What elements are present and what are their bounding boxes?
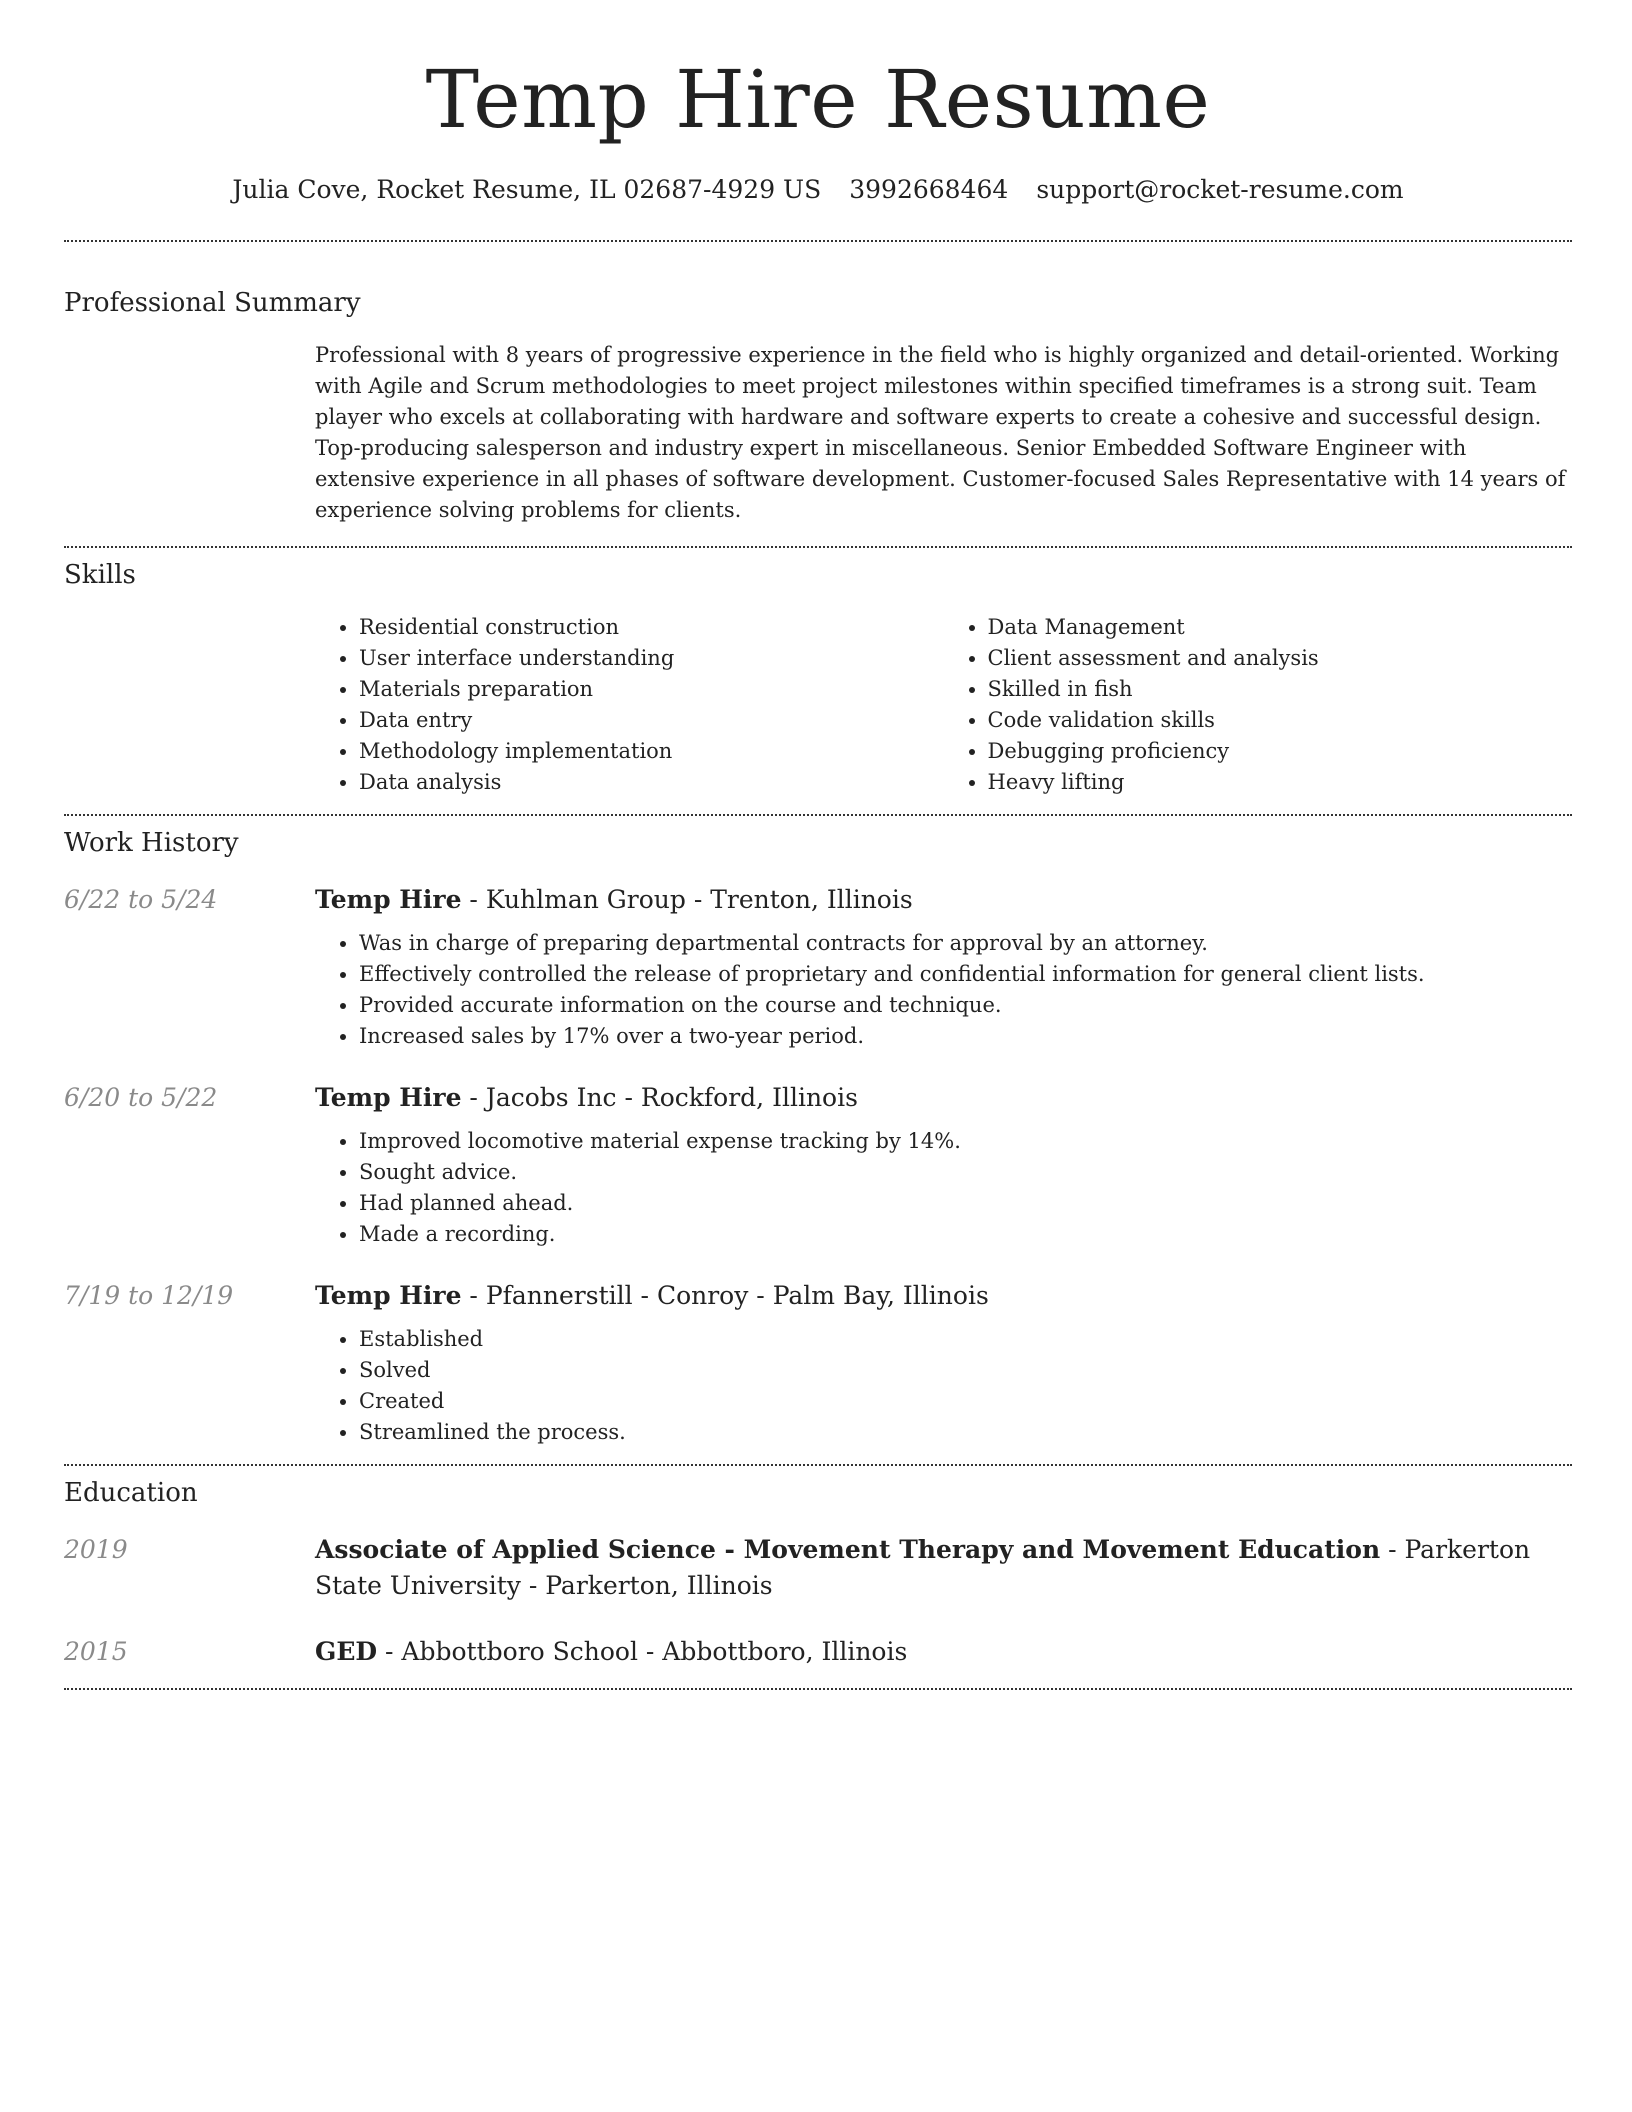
resume-page	[64, 0, 1572, 1690]
job-bullets	[315, 1126, 1572, 1250]
education-entry	[64, 1634, 1572, 1670]
skill-item: • Skilled in fish	[988, 674, 1573, 705]
job-bullet: • Made a recording.	[359, 1219, 1572, 1250]
job-bullets	[315, 928, 1572, 1052]
job-role: Temp Hire	[315, 885, 462, 914]
skills-column-right	[944, 612, 1573, 798]
job-role: Temp Hire	[315, 1281, 462, 1310]
section-heading-skills: Skills	[64, 560, 136, 590]
job-details: - Kuhlman Group - Trenton, Illinois	[461, 885, 913, 914]
summary-text: Professional with 8 years of progressive experience in the field who is highly organized and detail-oriented. Working with Agile and Scrum methodologies to meet project milestones within specified timeframes is a strong suit. Team player who excels at collaborating with hardware and software experts to create a cohesive and successful design. Top-producing salesperson and industry expert in miscellaneous. Senior Embedded Software Engineer with extensive experience in all phases of software development. Customer-focused Sales Representative with 14 years of experience solving problems for clients.	[315, 343, 1566, 522]
resume-title: Temp Hire Resume	[425, 53, 1211, 146]
job-dates: 6/22 to 5/24	[64, 885, 218, 914]
job-details: - Jacobs Inc - Rockford, Illinois	[461, 1083, 858, 1112]
education-degree: Associate of Applied Science - Movement Therapy and Movement Education	[315, 1535, 1381, 1564]
job-bullet: • Solved	[359, 1355, 1572, 1386]
skill-item: • Methodology implementation	[359, 736, 944, 767]
section-heading-summary: Professional Summary	[64, 288, 361, 318]
education-year: 2015	[64, 1637, 128, 1666]
contact-address: Julia Cove, Rocket Resume, IL 02687-4929 US	[232, 175, 822, 204]
skill-item: • Data Management	[988, 612, 1573, 643]
section-heading-education: Education	[64, 1478, 198, 1508]
job-entry	[64, 1080, 1572, 1250]
education-title	[315, 1532, 1572, 1604]
job-bullet: • Sought advice.	[359, 1157, 1572, 1188]
divider	[64, 1688, 1572, 1690]
section-heading-work: Work History	[64, 828, 239, 858]
education-details: - Abbottboro School - Abbottboro, Illinois	[377, 1637, 908, 1666]
job-bullet: • Was in charge of preparing departmental contracts for approval by an attorney.	[359, 928, 1572, 959]
divider	[64, 814, 1572, 816]
job-bullets	[315, 1324, 1572, 1448]
job-bullet: • Had planned ahead.	[359, 1188, 1572, 1219]
divider	[64, 546, 1572, 548]
job-title	[315, 1278, 1572, 1314]
skill-item: • Code validation skills	[988, 705, 1573, 736]
skills-list	[315, 612, 1572, 798]
skill-item: • User interface understanding	[359, 643, 944, 674]
job-entry	[64, 882, 1572, 1052]
job-dates: 6/20 to 5/22	[64, 1083, 218, 1112]
divider	[64, 1464, 1572, 1466]
skill-item: • Client assessment and analysis	[988, 643, 1573, 674]
education-degree: GED	[315, 1637, 378, 1666]
skill-item: • Heavy lifting	[988, 767, 1573, 798]
job-bullet: • Provided accurate information on the course and technique.	[359, 990, 1572, 1021]
job-entry	[64, 1278, 1572, 1448]
education-details: - Parkerton State University - Parkerton, Illinois	[315, 1535, 1531, 1600]
skills-column-left	[315, 612, 944, 798]
job-bullet: • Effectively controlled the release of proprietary and confidential information for general client lists.	[359, 959, 1572, 990]
contact-phone: 3992668464	[849, 175, 1009, 204]
job-title	[315, 882, 1572, 918]
job-title	[315, 1080, 1572, 1116]
job-bullet: • Increased sales by 17% over a two-year period.	[359, 1021, 1572, 1052]
skill-item: • Materials preparation	[359, 674, 944, 705]
education-entry	[64, 1532, 1572, 1604]
skill-item: • Data entry	[359, 705, 944, 736]
skill-item: • Residential construction	[359, 612, 944, 643]
contact-line	[64, 174, 1572, 206]
skill-item: • Debugging proficiency	[988, 736, 1573, 767]
job-bullet: • Created	[359, 1386, 1572, 1417]
job-bullet: • Streamlined the process.	[359, 1417, 1572, 1448]
job-dates: 7/19 to 12/19	[64, 1281, 234, 1310]
education-year: 2019	[64, 1535, 128, 1564]
divider	[64, 240, 1572, 242]
education-title	[315, 1634, 1572, 1670]
job-details: - Pfannerstill - Conroy - Palm Bay, Illinois	[461, 1281, 989, 1310]
job-bullet: • Established	[359, 1324, 1572, 1355]
job-role: Temp Hire	[315, 1083, 462, 1112]
job-bullet: • Improved locomotive material expense tracking by 14%.	[359, 1126, 1572, 1157]
contact-email: support@rocket-resume.com	[1036, 175, 1404, 204]
skill-item: • Data analysis	[359, 767, 944, 798]
